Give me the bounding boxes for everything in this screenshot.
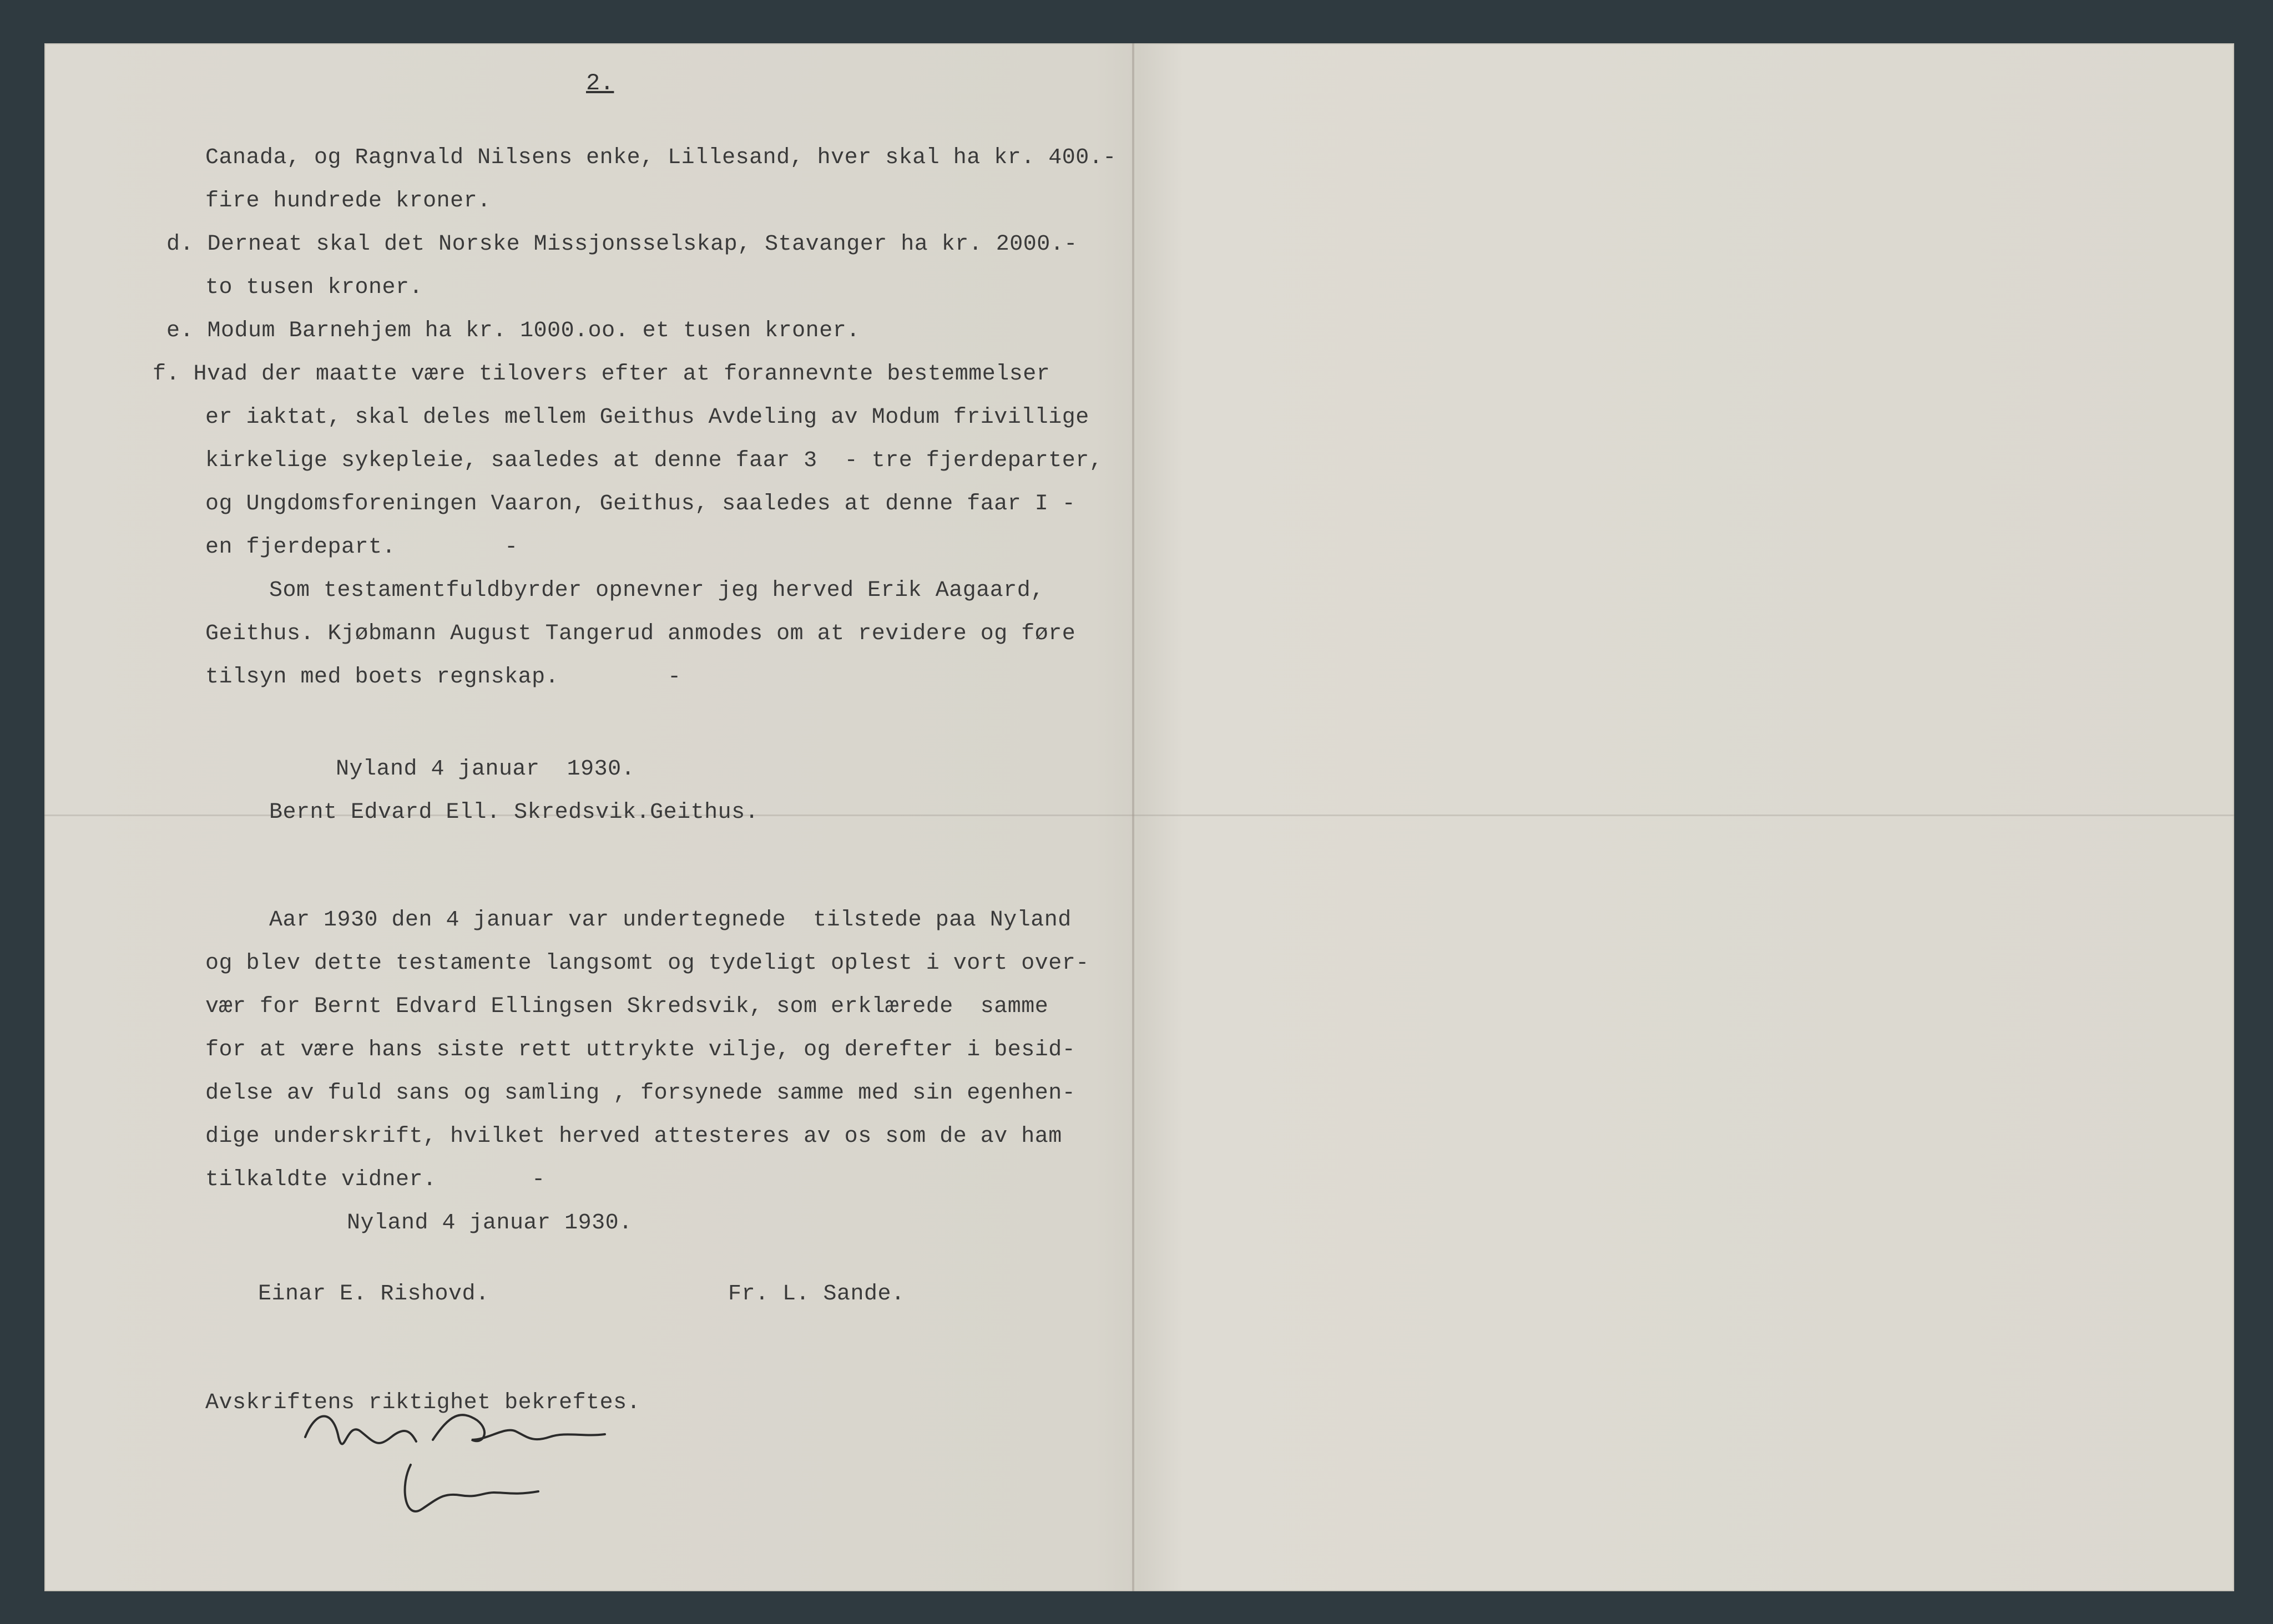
attestation-line-1: Aar 1930 den 4 januar var undertegnede tilstede paa Nyland	[269, 908, 1072, 933]
text-line-4: to tusen kroner.	[205, 275, 423, 300]
place-date-line: Nyland 4 januar 1930.	[336, 757, 635, 782]
text-line-13: tilsyn med boets regnskap. -	[205, 665, 681, 690]
text-line-3: d. Derneat skal det Norske Missjonsselskap, Stavanger ha kr. 2000.-	[166, 232, 1078, 257]
text-line-9: og Ungdomsforeningen Vaaron, Geithus, saaledes at denne faar I -	[205, 492, 1076, 517]
text-line-7: er iaktat, skal deles mellem Geithus Avdeling av Modum frivillige	[205, 405, 1089, 430]
text-line-6: f. Hvad der maatte være tilovers efter at forannevnte bestemmelser	[153, 362, 1050, 387]
copy-verification-line: Avskriftens riktighet bekreftes.	[205, 1390, 641, 1415]
attestation-line-4: for at være hans siste rett uttrykte vilje, og derefter i besid-	[205, 1038, 1076, 1063]
text-line-8: kirkelige sykepleie, saaledes at denne faar 3 - tre fjerdeparter,	[205, 448, 1103, 473]
attestation-line-5: delse av fuld sans og samling , forsynede samme med sin egenhen-	[205, 1081, 1076, 1106]
handwritten-signature	[294, 1398, 683, 1542]
page-number: 2.	[586, 70, 614, 97]
text-line-11: Som testamentfuldbyrder opnevner jeg herved Erik Aagaard,	[269, 578, 1044, 603]
attestation-line-3: vær for Bernt Edvard Ellingsen Skredsvik, som erklærede samme	[205, 994, 1049, 1019]
text-line-10: en fjerdepart. -	[205, 535, 518, 560]
witness-1-name: Einar E. Rishovd.	[258, 1282, 489, 1307]
page-fold	[1132, 43, 1134, 1591]
testator-signature-line: Bernt Edvard Ell. Skredsvik.Geithus.	[269, 800, 759, 825]
attestation-line-6: dige underskrift, hvilket herved attesteres av os som de av ham	[205, 1124, 1062, 1149]
text-line-2: fire hundrede kroner.	[205, 189, 491, 214]
text-line-5: e. Modum Barnehjem ha kr. 1000.oo. et tusen kroner.	[166, 318, 860, 343]
attestation-line-7: tilkaldte vidner. -	[205, 1167, 545, 1192]
text-line-1: Canada, og Ragnvald Nilsens enke, Lillesand, hver skal ha kr. 400.-	[205, 145, 1117, 170]
witness-2-name: Fr. L. Sande.	[728, 1282, 905, 1307]
attestation-line-2: og blev dette testamente langsomt og tydeligt oplest i vort over-	[205, 951, 1089, 976]
text-line-12: Geithus. Kjøbmann August Tangerud anmodes om at revidere og føre	[205, 621, 1076, 646]
attestation-date-line: Nyland 4 januar 1930.	[347, 1211, 633, 1236]
